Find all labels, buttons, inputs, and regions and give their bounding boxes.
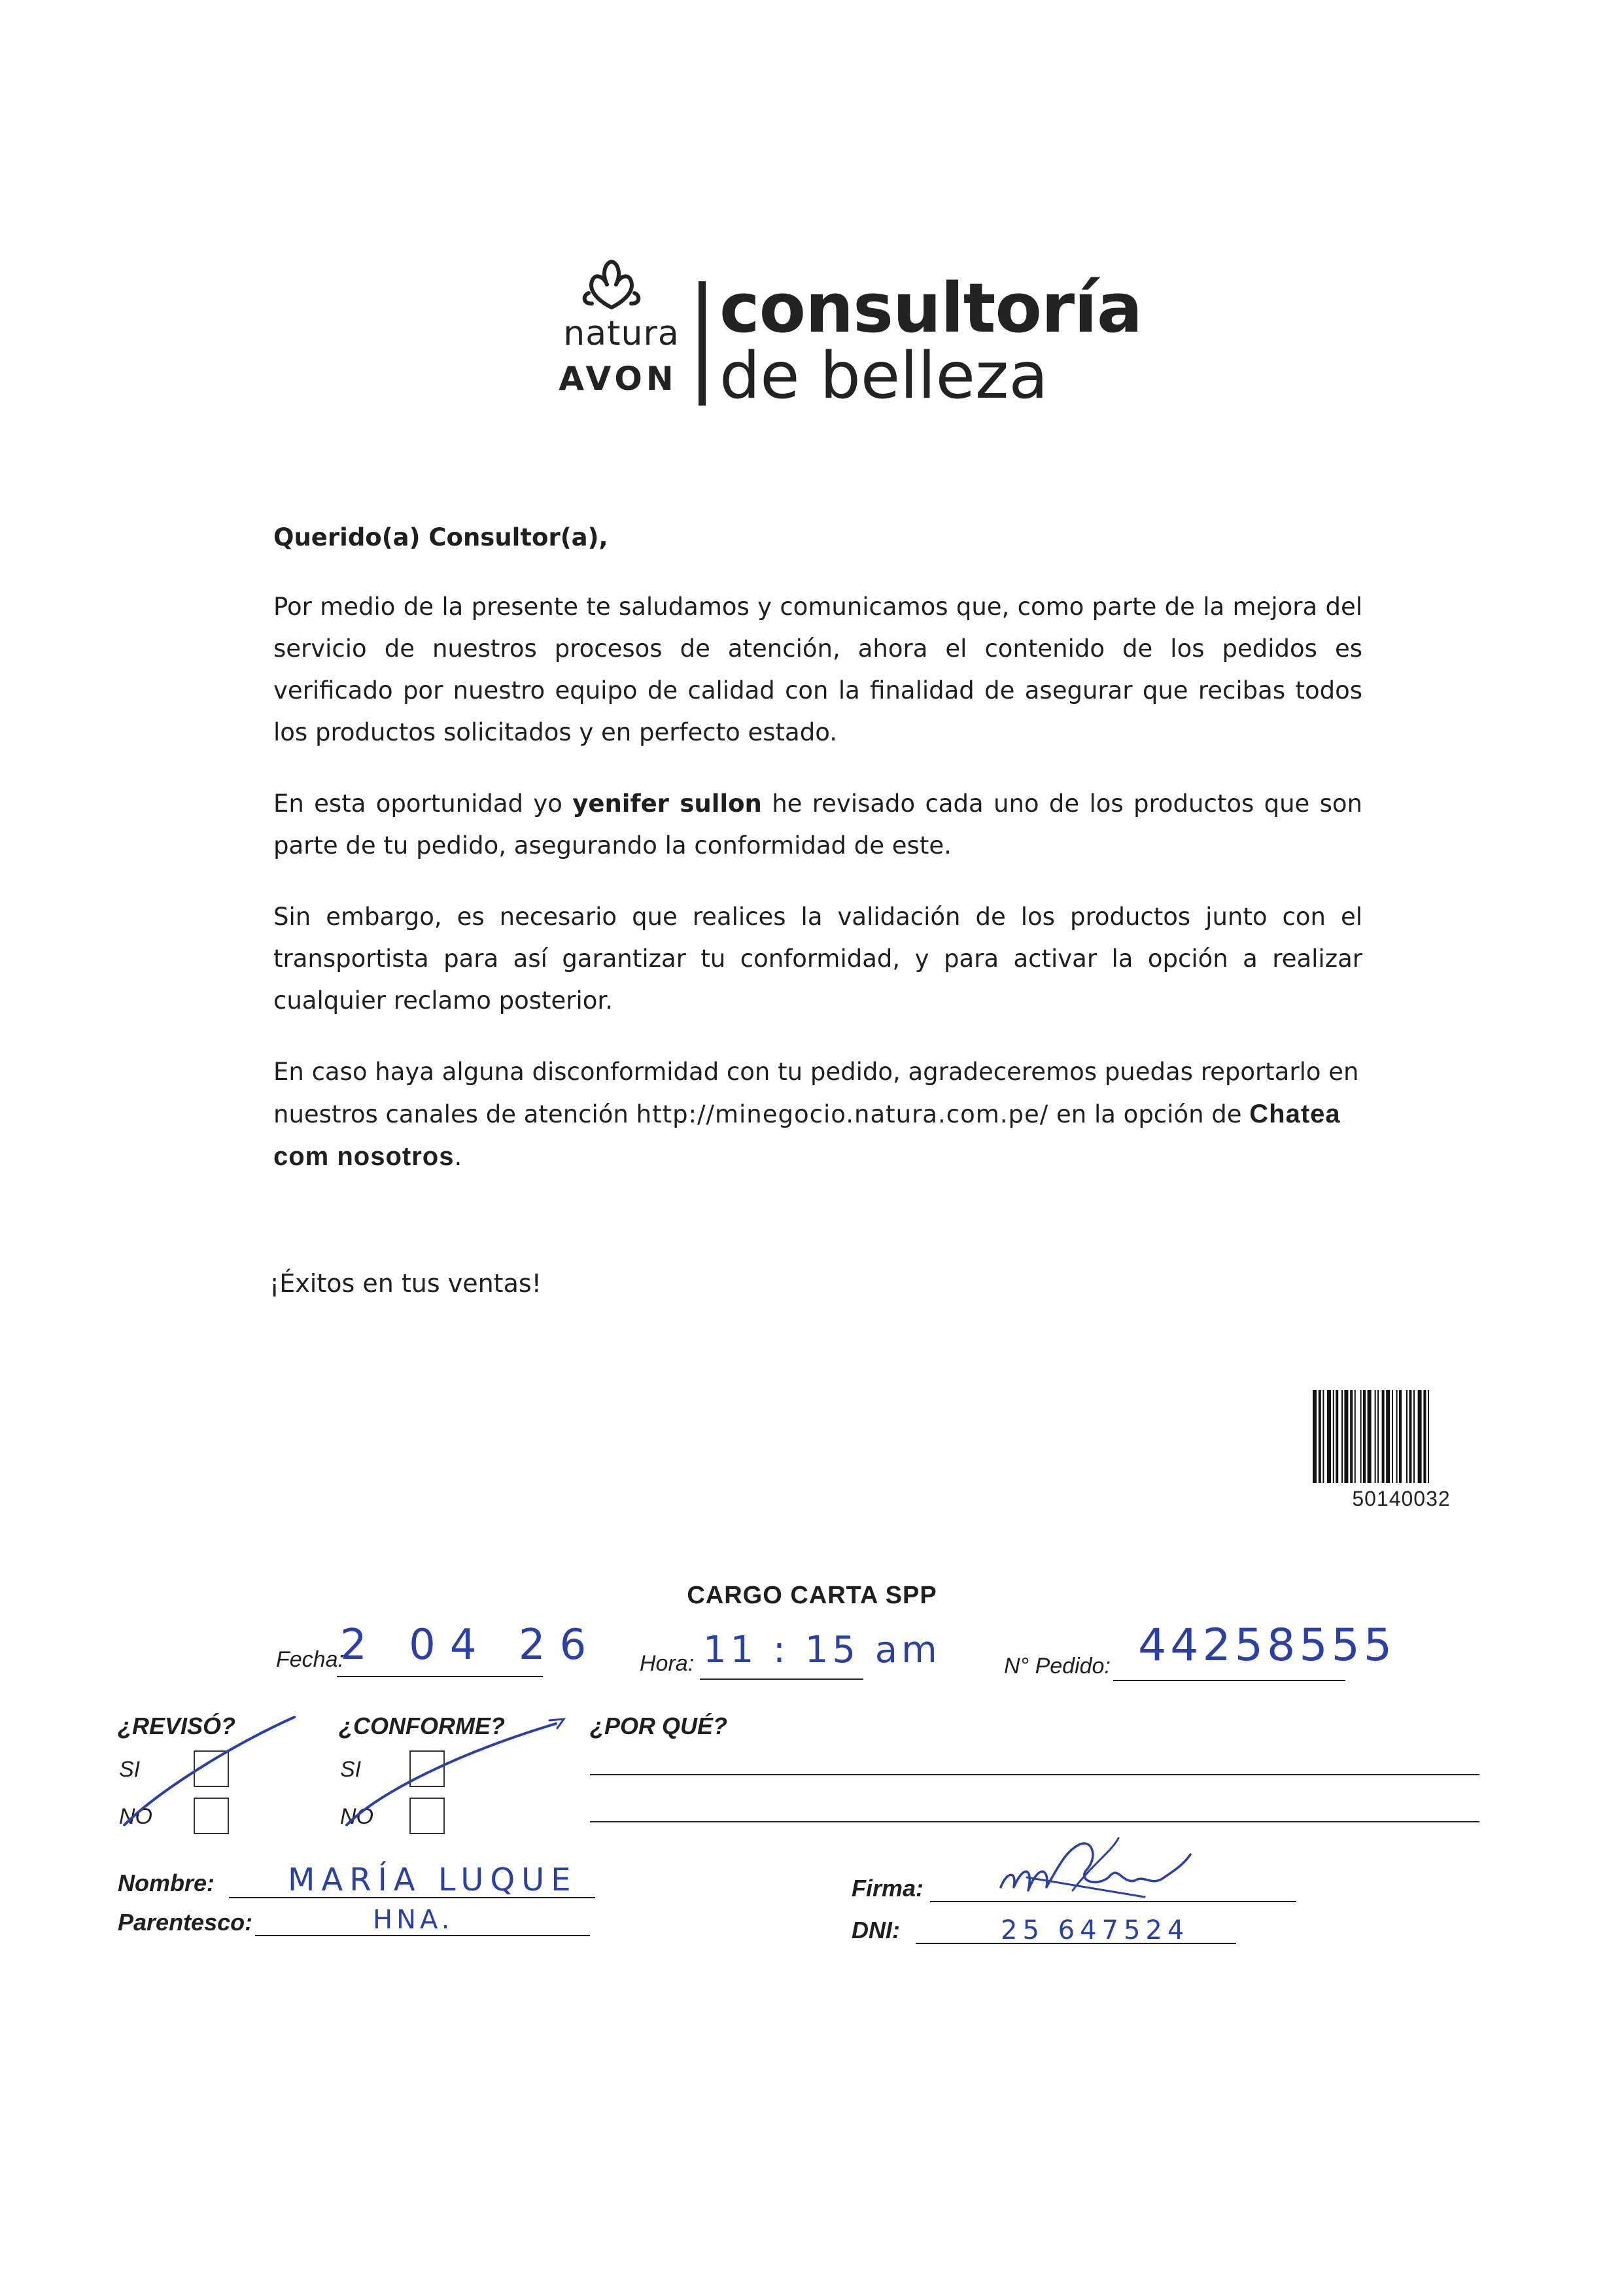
hora-line [700, 1679, 863, 1680]
fecha-label: Fecha: [276, 1647, 344, 1672]
pedido-label: N° Pedido: [1004, 1654, 1111, 1679]
fecha-value[interactable]: 2 04 26 [340, 1621, 601, 1669]
parentesco-label: Parentesco: [118, 1909, 253, 1936]
avon-wordmark: AVON [559, 360, 678, 398]
letter-paragraph-4 [273, 1051, 1362, 1178]
para2-text-end: he revisado cada uno de los productos que son parte de tu pedido, asegurando la conformidad de este. [273, 790, 1362, 860]
barcode-bar [1363, 1390, 1366, 1483]
barcode-bar [1409, 1390, 1411, 1483]
nombre-value[interactable]: MARÍA LUQUE [288, 1862, 578, 1898]
barcode-bar [1428, 1390, 1429, 1483]
porque-line-1 [590, 1774, 1479, 1775]
signature[interactable] [988, 1825, 1223, 1917]
barcode-bar [1344, 1390, 1348, 1483]
barcode-bar [1341, 1390, 1343, 1483]
natura-wordmark: natura [563, 314, 680, 353]
barcode-bar [1399, 1390, 1402, 1483]
barcode-bar [1355, 1390, 1356, 1483]
barcode-bar [1375, 1390, 1376, 1483]
barcode-bar [1382, 1390, 1385, 1483]
parentesco-value[interactable]: HNA. [373, 1905, 454, 1935]
parentesco-line [255, 1935, 590, 1936]
barcode-bar [1313, 1390, 1317, 1483]
fecha-line [337, 1676, 543, 1677]
logo-title-line1: consultoría [719, 268, 1143, 348]
conforme-no-label: NO [340, 1804, 373, 1829]
barcode-bar [1392, 1390, 1393, 1483]
conforme-si-label: SI [340, 1757, 362, 1782]
barcode-bar [1327, 1390, 1331, 1483]
barcode-bar [1336, 1390, 1338, 1483]
hora-value[interactable]: 11 : 15 am [703, 1629, 941, 1671]
brand-logo [543, 255, 1143, 413]
porque-label: ¿POR QUÉ? [590, 1713, 728, 1739]
barcode-bar [1377, 1390, 1379, 1483]
letter-greeting: Querido(a) Consultor(a), [273, 523, 608, 551]
barcode-bars [1311, 1390, 1491, 1483]
dni-label: DNI: [852, 1917, 900, 1943]
porque-line-2 [590, 1821, 1479, 1822]
para4-text-mid: en la opción de [1048, 1100, 1250, 1128]
barcode-bar [1322, 1390, 1324, 1483]
barcode-bar [1396, 1390, 1398, 1483]
support-url[interactable]: http://minegocio.natura.com.pe/ [636, 1100, 1049, 1128]
handwritten-check-marks [98, 1694, 621, 1838]
barcode-bar [1406, 1390, 1408, 1483]
barcode-bar [1386, 1390, 1390, 1483]
letter-paragraph-3: Sin embargo, es necesario que realices la validación de los productos junto con el transportista para así garantizar tu conformidad, y para activar la opción a realizar cualquier reclamo posterior. [273, 903, 1362, 1015]
pedido-value[interactable]: 44258555 [1138, 1620, 1396, 1671]
reviso-label: ¿REVISÓ? [118, 1713, 236, 1739]
barcode-bar [1368, 1390, 1372, 1483]
letter-body [273, 517, 1362, 1178]
barcode-bar [1333, 1390, 1334, 1483]
logo-title-line2: de belleza [719, 339, 1048, 413]
reviewer-name: yenifer sullon [572, 790, 762, 818]
form-title: CARGO CARTA SPP [687, 1582, 937, 1609]
chat-option-label: Chatea com nosotros [273, 1100, 1341, 1171]
para2-text-start: En esta oportunidad yo [273, 790, 573, 818]
barcode-bar [1413, 1390, 1415, 1483]
conforme-label: ¿CONFORME? [339, 1713, 505, 1739]
dni-value[interactable]: 25 647524 [1001, 1915, 1190, 1945]
barcode [1311, 1390, 1491, 1510]
firma-label: Firma: [852, 1875, 924, 1902]
pedido-line [1113, 1680, 1345, 1681]
barcode-bar [1423, 1390, 1426, 1483]
letter-paragraph-2 [273, 783, 1362, 867]
para4-text-start: En caso haya alguna disconformidad con tu pedido, agradeceremos puedas reportarlo en nuestros canales de atención [273, 1058, 1359, 1128]
reviso-si-label: SI [119, 1757, 141, 1782]
natura-flower-icon [576, 255, 648, 314]
barcode-bar [1418, 1390, 1422, 1483]
logo-divider [699, 281, 706, 406]
para4-text-end: . [454, 1143, 462, 1171]
reviso-no-label: NO [119, 1804, 152, 1829]
letter-paragraph-1: Por medio de la presente te saludamos y comunicamos que, como parte de la mejora del servicio de nuestros procesos de atención, ahora el contenido de los pedidos es verificado por nuestro equipo de calidad con la finalidad de asegurar que recibas todos los productos solicitados y en perfecto estado. [273, 593, 1362, 746]
barcode-bar [1360, 1390, 1362, 1483]
nombre-label: Nombre: [118, 1870, 215, 1896]
barcode-bar [1319, 1390, 1321, 1483]
barcode-number: 50140032 [1352, 1487, 1451, 1510]
barcode-bar [1350, 1390, 1353, 1483]
letter-closing: ¡Éxitos en tus ventas! [269, 1269, 542, 1298]
hora-label: Hora: [640, 1651, 695, 1676]
